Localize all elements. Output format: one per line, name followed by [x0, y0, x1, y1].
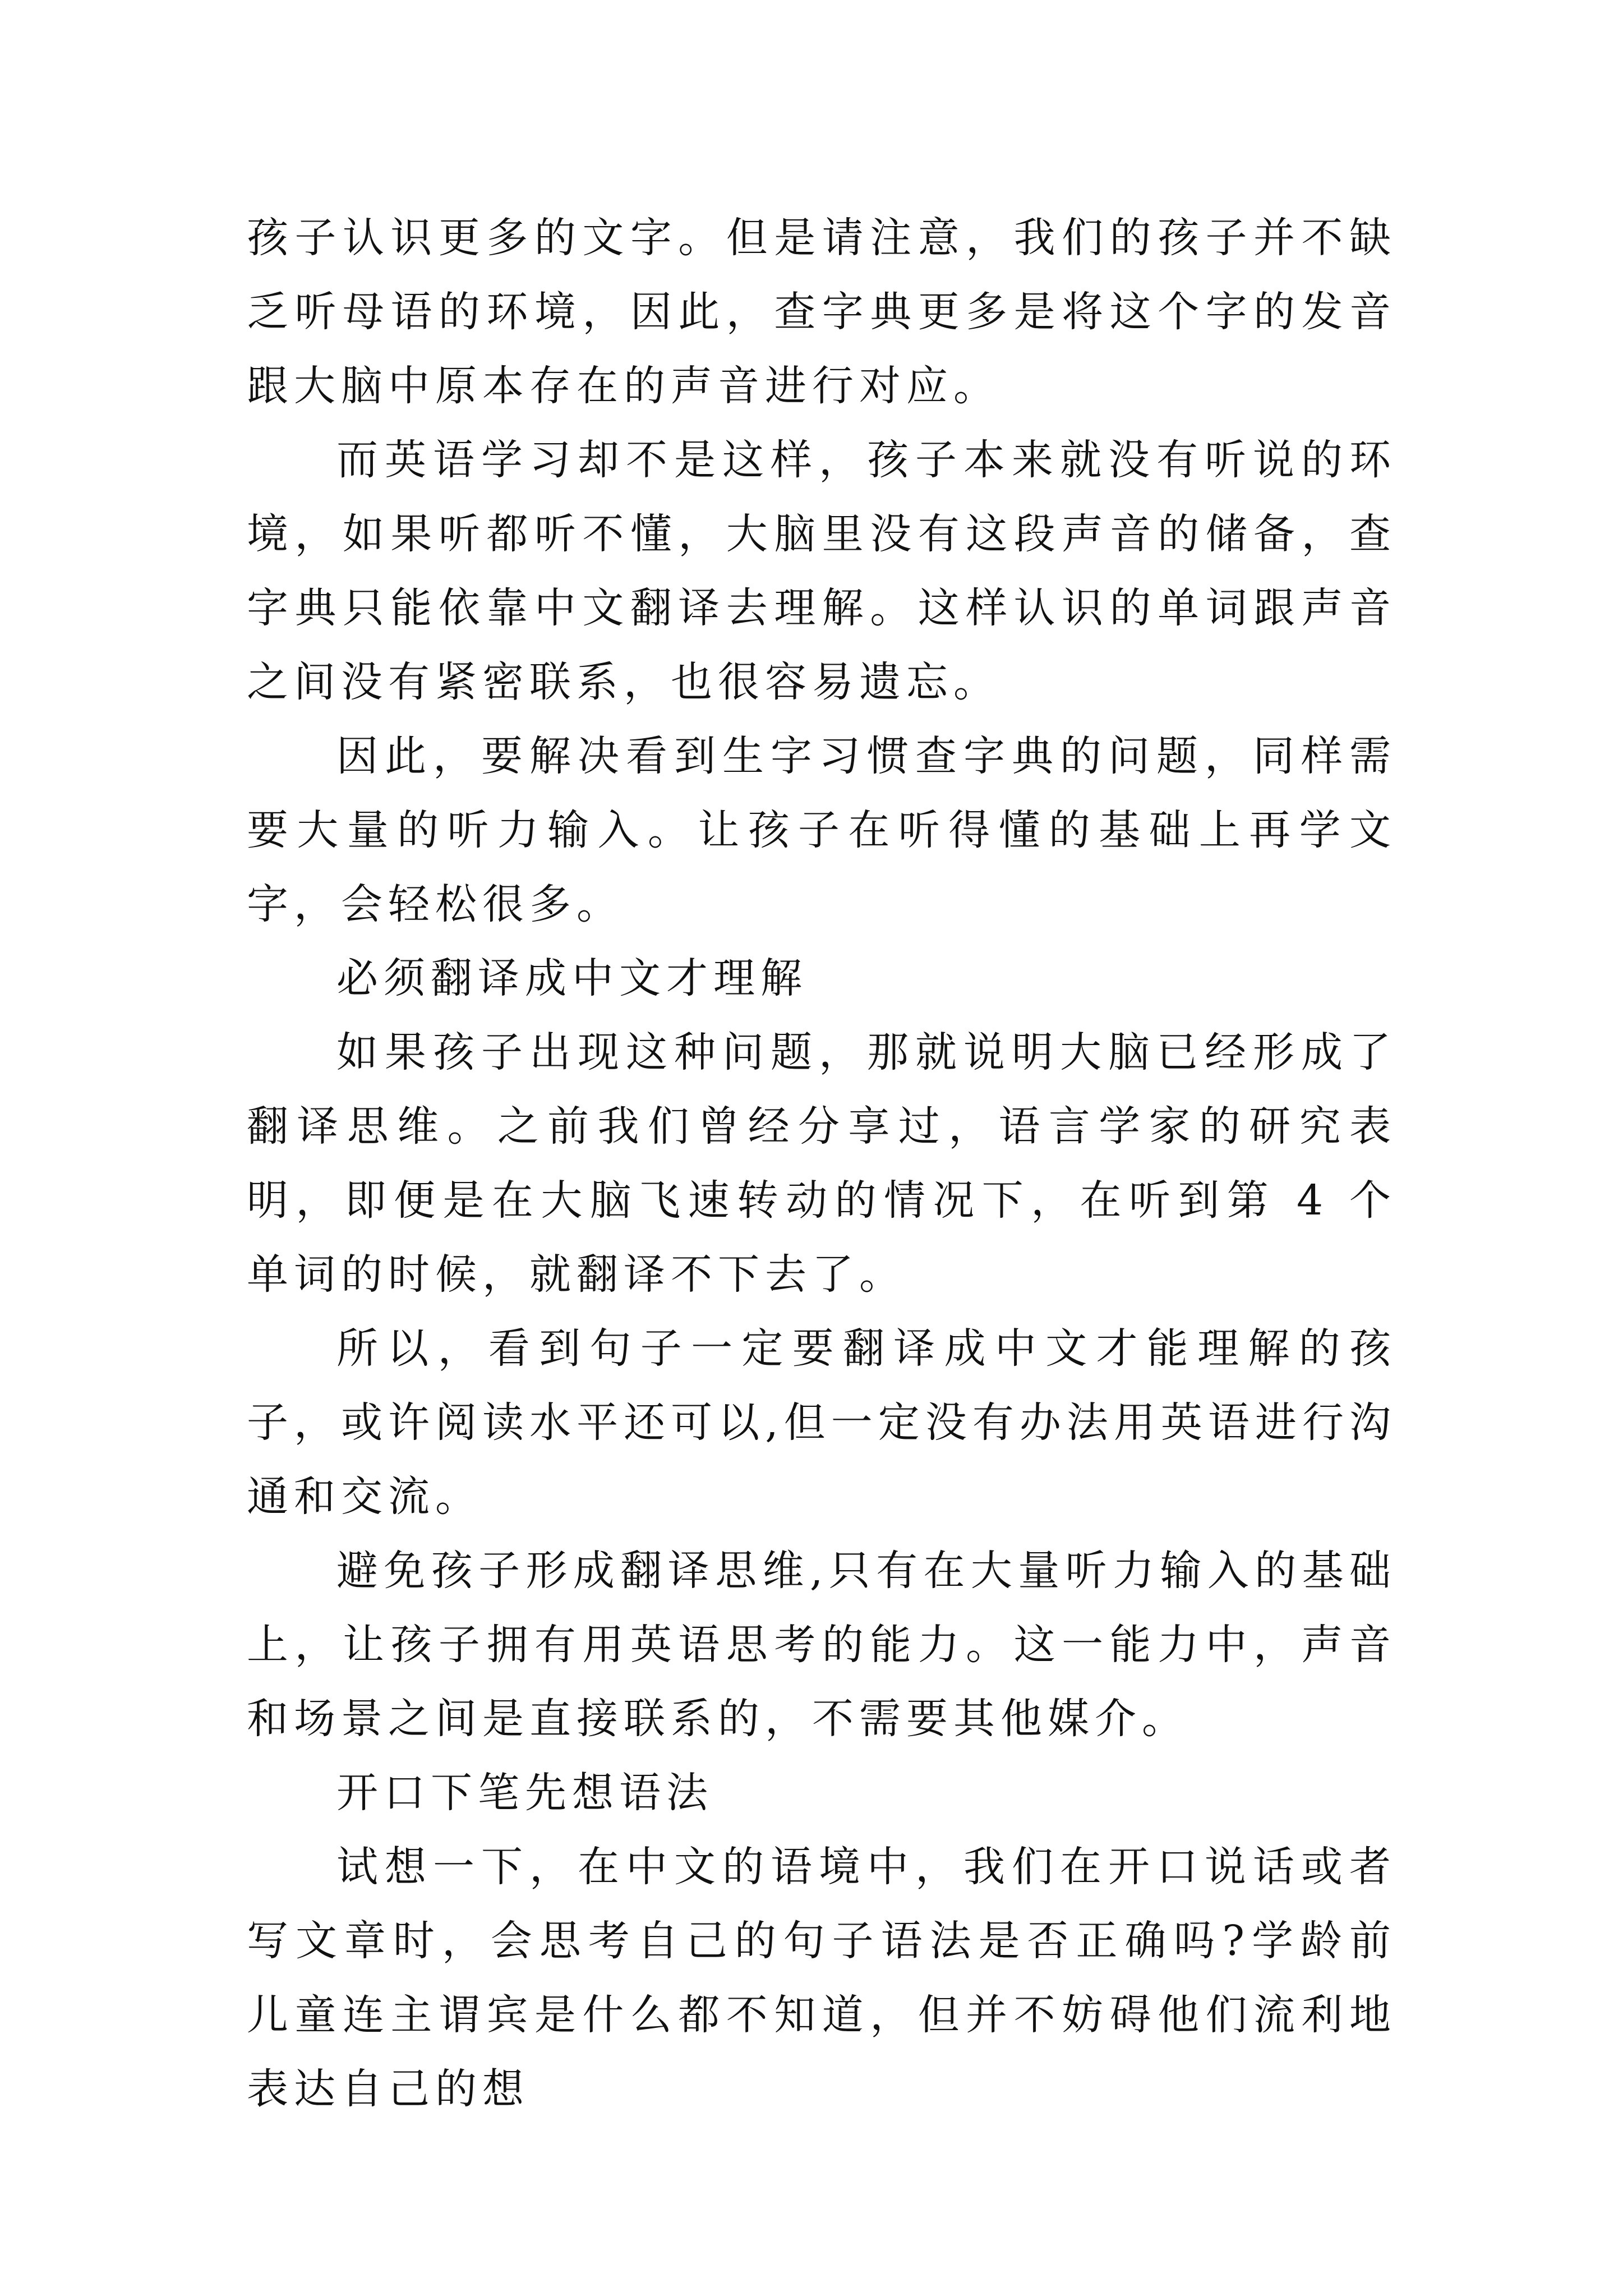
- paragraph: 如果孩子出现这种问题，那就说明大脑已经形成了翻译思维。之前我们曾经分享过，语言学家的研究表明，即便是在大脑飞速转动的情况下，在听到第 4 个单词的时候，就翻译不下去了。: [247, 1028, 1396, 1299]
- paragraph: 而英语学习却不是这样，孩子本来就没有听说的环境，如果听都听不懂，大脑里没有这段声音的储备，查字典只能依靠中文翻译去理解。这样认识的单词跟声音之间没有紧密联系，也很容易遗忘。: [247, 436, 1396, 706]
- section-heading: 开口下笔先想语法: [336, 1769, 713, 1817]
- paragraph: 避免孩子形成翻译思维,只有在大量听力输入的基础上，让孩子拥有用英语思考的能力。这一能力中，声音和场景之间是直接联系的，不需要其他媒介。: [247, 1547, 1396, 1743]
- paragraph: 所以，看到句子一定要翻译成中文才能理解的孩子，或许阅读水平还可以,但一定没有办法用英语进行沟通和交流。: [247, 1324, 1396, 1521]
- document-body: [247, 201, 1396, 2126]
- paragraph: 因此，要解决看到生字习惯查字典的问题，同样需要大量的听力输入。让孩子在听得懂的基础上再学文字，会轻松很多。: [247, 732, 1396, 928]
- paragraph: 试想一下，在中文的语境中，我们在开口说话或者写文章时，会思考自己的句子语法是否正确吗?学龄前儿童连主谓宾是什么都不知道，但并不妨碍他们流利地表达自己的想: [247, 1843, 1396, 2113]
- section-heading: 必须翻译成中文才理解: [336, 954, 808, 1002]
- paragraph-continuation: 孩子认识更多的文字。但是请注意，我们的孩子并不缺乏听母语的环境，因此，查字典更多是将这个字的发音跟大脑中原本存在的声音进行对应。: [247, 214, 1396, 410]
